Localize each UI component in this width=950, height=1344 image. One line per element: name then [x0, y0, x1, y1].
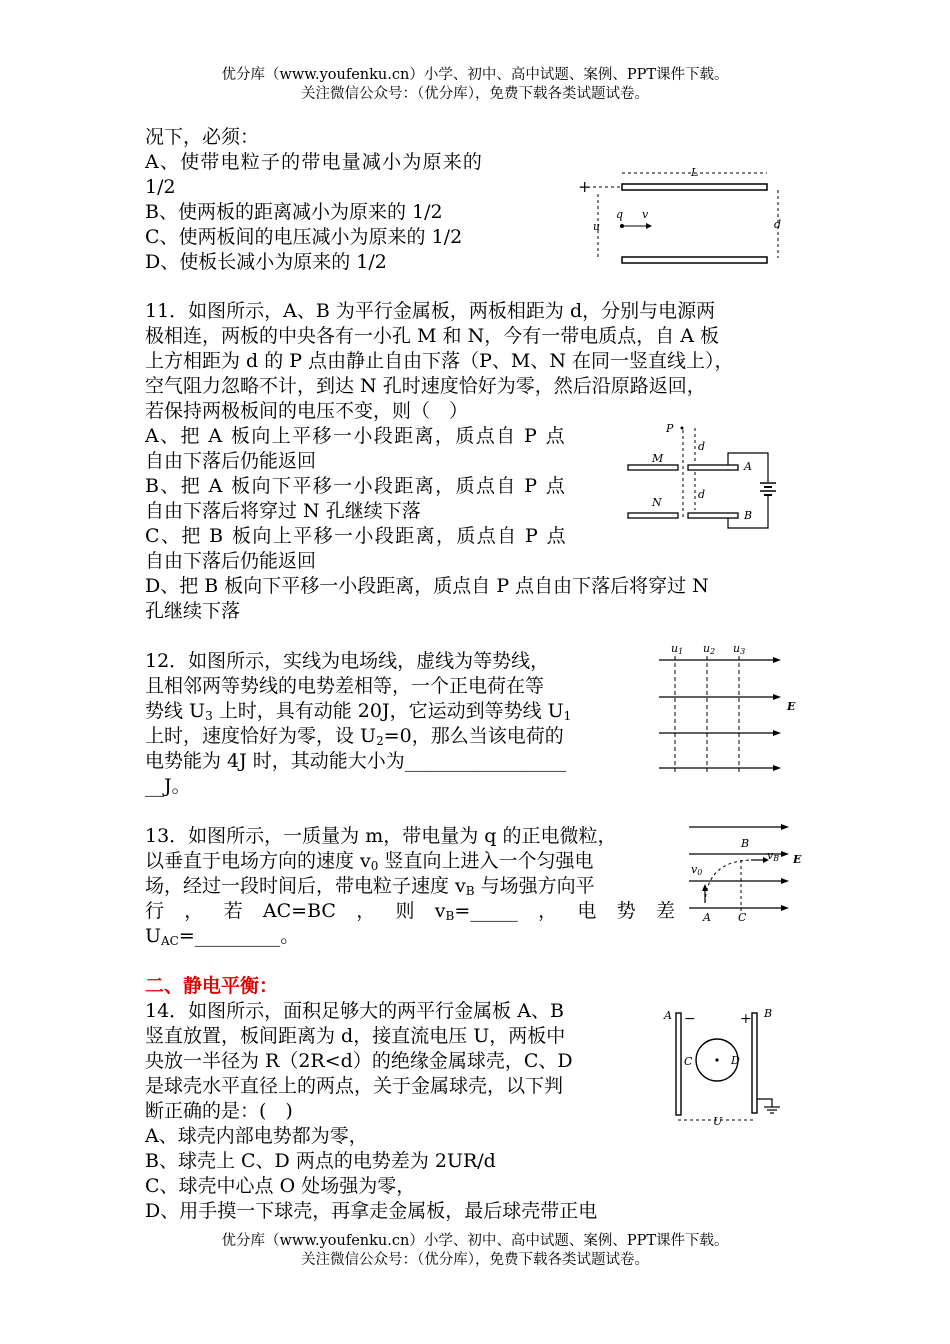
q13-stem-line2: 以垂直于电场方向的速度 $v_0$ 竖直向上进入一个匀强电	[145, 850, 594, 873]
q13-fig-E-label: E	[793, 853, 802, 866]
q13-fig-C-label: C	[738, 911, 747, 924]
q11-fig-plate-A-left	[628, 465, 678, 470]
q11-stem-line3: 上方相距为 d 的 P 点由静止自由下落（P、M、N 在同一竖直线上），	[145, 350, 734, 372]
q10-fig-top-plate	[622, 184, 767, 190]
q14-option-c: C、球壳中心点 O 处场强为零，	[145, 1175, 416, 1197]
q14-stem-line5: 断正确的是：( )	[145, 1100, 293, 1122]
q11-fig-point-P	[681, 427, 684, 430]
q13-fig-field-arrow-4	[781, 905, 789, 911]
footer-line-2: 关注微信公众号：（优分库），免费下载各类试题试卷。	[301, 1252, 649, 1268]
q10-option-c: C、使两板间的电压减小为原来的 1/2	[145, 226, 463, 248]
q10-fig-u-label: u	[593, 220, 601, 233]
q12-field-figure	[655, 640, 805, 780]
q14-stem-line2: 竖直放置，板间距离为 d，接直流电压 U，两板中	[145, 1025, 566, 1047]
q14-fig-minus-sign: −	[684, 1011, 696, 1027]
q11-fig-N-label: N	[652, 496, 662, 509]
q11-option-c-line1: C、把 B 板向上平移一小段距离，质点自 P 点	[145, 525, 568, 547]
q10-fig-plus-label: +	[578, 177, 592, 196]
q11-fig-B-label: B	[744, 509, 753, 522]
q12-stem-line2: 且相邻两等势线的电势差相等，一个正电荷在等	[145, 675, 545, 697]
q11-plates-figure	[620, 420, 780, 530]
q14-fig-B-label: B	[764, 1007, 773, 1020]
q11-option-b-line2: 自由下落后将穿过 N 孔继续下落	[145, 500, 421, 522]
q12-fig-field-arrow-2	[773, 694, 781, 700]
q13-field-figure	[685, 815, 805, 925]
q11-fig-M-label: M	[652, 452, 664, 465]
q14-fig-A-label: A	[664, 1009, 672, 1022]
q12-fig-field-arrow-4	[773, 765, 781, 771]
q11-stem-line1: 11．如图所示，A、B 为平行金属板，两板相距为 d，分别与电源两	[145, 300, 716, 322]
q10-option-a-line1: A、使带电粒子的带电量减小为原来的	[145, 151, 484, 173]
q12-fig-E-label: E	[787, 700, 796, 713]
q11-option-c-line2: 自由下落后仍能返回	[145, 550, 317, 572]
q14-fig-C-label: C	[684, 1055, 693, 1068]
q10-fig-arrowhead	[646, 223, 652, 229]
q11-fig-plate-B-left	[628, 513, 678, 518]
q11-stem-line4: 空气阻力忽略不计，到达 N 孔时速度恰好为零，然后沿原路返回，	[145, 375, 706, 397]
q11-option-a-line1: A、把 A 板向上平移一小段距离，质点自 P 点	[145, 425, 566, 447]
q14-fig-U-label: U	[713, 1115, 723, 1128]
q14-stem-line3: 央放一半径为 R（2R<d）的绝缘金属球壳，C、D	[145, 1050, 573, 1072]
q12-fig-u1-label: u1	[671, 642, 684, 656]
q13-fig-v0-label: v0	[691, 863, 703, 877]
q11-option-d-line2: 孔继续下落	[145, 600, 241, 622]
q10-option-d: D、使板长减小为原来的 1/2	[145, 251, 387, 273]
q11-fig-A-label: A	[744, 460, 752, 473]
q14-stem-line1: 14．如图所示，面积足够大的两平行金属板 A、B	[145, 1000, 564, 1022]
q10-option-b: B、使两板的距离减小为原来的 1/2	[145, 201, 443, 223]
q11-fig-d1-label: d	[698, 440, 706, 453]
section-2-title: 二、静电平衡：	[145, 975, 279, 997]
q11-fig-plate-A-right	[688, 465, 738, 470]
q12-fig-field-arrow-1	[773, 657, 781, 663]
q11-fig-P-label: P	[666, 422, 674, 435]
q14-fig-plate-B	[752, 1013, 757, 1113]
q12-fig-u2-label: u2	[703, 642, 716, 656]
q13-stem-line1: 13．如图所示，一质量为 m，带电量为 q 的正电微粒，	[145, 825, 617, 847]
q13-fig-field-arrow-3	[781, 878, 789, 884]
q13-fig-field-arrow-1	[781, 824, 789, 830]
q14-sphere-figure	[660, 1005, 790, 1130]
q12-fig-field-arrow-3	[773, 730, 781, 736]
q14-fig-ground-wire	[757, 1099, 772, 1107]
q14-option-d: D、用手摸一下球壳，再拿走金属板，最后球壳带正电	[145, 1200, 598, 1222]
q10-fig-q-label: q	[616, 208, 624, 221]
q10-fig-charge	[620, 224, 624, 228]
q12-stem-line3: 势线 $U_3$ 上时，具有动能 20J，它运动到等势线 $U_1$	[145, 700, 572, 723]
q10-fig-bottom-plate	[622, 257, 767, 263]
q10-capacitor-figure	[570, 160, 805, 275]
q14-option-b: B、球壳上 C、D 两点的电势差为 2UR/d	[145, 1150, 496, 1172]
q11-fig-plate-B-right	[688, 513, 738, 518]
q13-fig-A-label: A	[703, 911, 711, 924]
header-line-1: 优分库（www.youfenku.cn）小学、初中、高中试题、案例、PPT课件下载。	[221, 67, 729, 83]
q12-stem-line1: 12．如图所示，实线为电场线，虚线为等势线，	[145, 650, 550, 672]
q10-intro: 况下，必须：	[145, 126, 260, 148]
q13-stem-line4: 行 ， 若 AC=BC ， 则 $v_B=\_\_\_\_\_$ ， 电 势 差	[145, 900, 675, 923]
q12-stem-line5: 电势能为 4J 时，其动能大小为_________________	[145, 750, 567, 772]
q11-option-b-line1: B、把 A 板向下平移一小段距离，质点自 P 点	[145, 475, 567, 497]
q11-option-d-line1: D、把 B 板向下平移一小段距离，质点自 P 点自由下落后将穿过 N	[145, 575, 709, 597]
q13-fig-field-arrow-2	[781, 851, 789, 857]
q14-option-a: A、球壳内部电势都为零，	[145, 1125, 368, 1147]
q11-fig-d2-label: d	[698, 488, 706, 501]
q13-stem-line5: $U_{AC}=\_\_\_\_\_\_\_\_\_$。	[145, 925, 300, 948]
footer-line-1: 优分库（www.youfenku.cn）小学、初中、高中试题、案例、PPT课件下载。	[221, 1233, 729, 1249]
q10-fig-L-label: L	[691, 166, 699, 179]
q14-fig-plate-A	[676, 1013, 681, 1115]
q13-fig-v0-arrowhead	[702, 884, 708, 891]
q14-fig-plus-sign: +	[740, 1011, 752, 1027]
q14-fig-center-O	[715, 1058, 718, 1061]
q12-stem-line6: __J。	[145, 775, 191, 797]
q13-stem-line3: 场，经过一段时间后，带电粒子速度 $v_B$ 与场强方向平	[145, 875, 595, 898]
q11-stem-line5: 若保持两极板间的电压不变，则（ ）	[145, 400, 469, 422]
q12-fig-u3-label: u3	[733, 642, 746, 656]
q14-fig-D-label: D	[731, 1054, 740, 1067]
q14-stem-line4: 是球壳水平直径上的两点，关于金属球壳，以下判	[145, 1075, 564, 1097]
q10-fig-d-label: d	[774, 218, 782, 231]
q10-option-a-line2: 1/2	[145, 176, 176, 198]
q10-fig-v-label: v	[642, 208, 649, 221]
q13-fig-B-label: B	[741, 837, 750, 850]
q11-option-a-line2: 自由下落后仍能返回	[145, 450, 317, 472]
q12-stem-line4: 上时，速度恰好为零，设 $U_2=0$，那么当该电荷的	[145, 725, 564, 748]
q11-stem-line2: 极相连，两板的中央各有一小孔 M 和 N，今有一带电质点，自 A 板	[145, 325, 720, 347]
q13-fig-vB-label: vB	[767, 849, 780, 863]
header-line-2: 关注微信公众号：（优分库），免费下载各类试题试卷。	[301, 86, 649, 102]
